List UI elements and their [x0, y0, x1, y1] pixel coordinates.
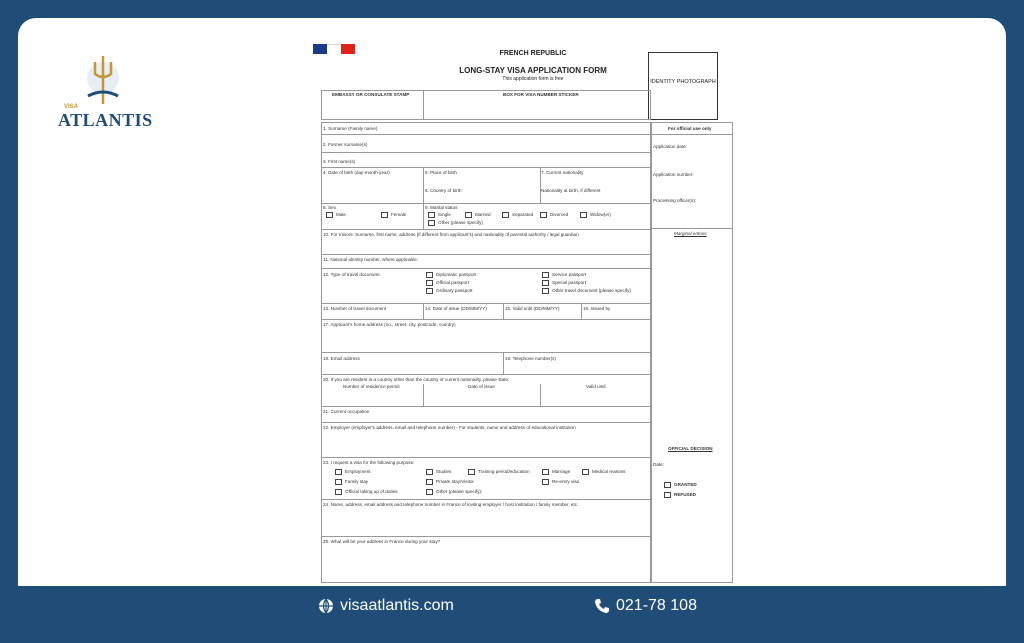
purpose-other-text: Other (please specify): [436, 489, 483, 495]
form-republic: FRENCH REPUBLIC [499, 50, 567, 57]
field-doc-number: 13. Number of travel document [323, 306, 387, 311]
field-surname: 1. Surname (Family name) [323, 126, 378, 131]
document-area [18, 18, 1006, 586]
officer-label: Processing officer(s): [653, 198, 697, 203]
diplomatic-text: Diplomatic passport [436, 272, 477, 278]
identity-photo-box [648, 52, 718, 120]
field-former-surname: 2. Former surname(s) [323, 142, 368, 147]
field-place-of-birth: 5. Place of birth [425, 170, 457, 175]
trident-icon [58, 52, 148, 112]
private-stay-text: Private stay/Visitor [436, 479, 474, 485]
marginal-entries-label: Marginal entries [674, 231, 707, 236]
widow-text: Widow(er) [590, 212, 611, 218]
separated-checkbox[interactable] [502, 212, 509, 218]
reentry-checkbox[interactable] [542, 479, 549, 485]
female-checkbox[interactable] [381, 212, 388, 218]
photo-label: IDENTITY PHOTOGRAPH [650, 79, 716, 85]
website-link[interactable] [318, 597, 454, 615]
granted-text: GRANTED [674, 482, 697, 488]
official-duties-option[interactable] [335, 489, 398, 495]
field-issued-by: 16. Issued by [583, 306, 611, 311]
residence-permit-label: Number of residence permit [343, 384, 400, 389]
field-nationality-at-birth: Nationality at birth, if different [541, 188, 601, 193]
employment-text: Employment [345, 469, 371, 475]
special-checkbox[interactable] [542, 280, 549, 286]
official-passport-option[interactable] [426, 280, 469, 286]
training-checkbox[interactable] [468, 469, 475, 475]
private-stay-option[interactable] [426, 479, 474, 485]
field-home-address: 17. Applicant's home address (no., street, city, postcode, country) [323, 322, 456, 327]
separated-text: Separated [512, 212, 534, 218]
globe-icon [318, 598, 334, 614]
service-option[interactable] [542, 272, 586, 278]
granted-checkbox[interactable] [664, 482, 671, 488]
sex-male-option[interactable] [326, 212, 346, 218]
separated-option[interactable] [502, 212, 533, 218]
male-checkbox[interactable] [326, 212, 333, 218]
phone-text: 021-78 108 [616, 597, 697, 614]
granted-option[interactable] [664, 482, 697, 488]
training-text: Training period/education [478, 469, 530, 475]
official-passport-text: Official passport [436, 280, 469, 286]
field-telephone: 19. Telephone number(s) [505, 356, 556, 361]
refused-text: REFUSED [674, 492, 696, 498]
logo-small-text: VISA [64, 104, 79, 110]
official-use-column [651, 122, 733, 583]
field-employer: 22. Employer (employer's address, email and telephone number) - For students, name and address of educational institution [323, 425, 576, 430]
female-text: Female [391, 212, 407, 218]
family-stay-option[interactable] [335, 479, 368, 485]
logo-brand-text: ATLANTIS [58, 110, 153, 130]
diplomatic-checkbox[interactable] [426, 272, 433, 278]
visa-application-form [308, 42, 758, 586]
ordinary-option[interactable] [426, 288, 473, 294]
diplomatic-option[interactable] [426, 272, 476, 278]
reentry-option[interactable] [542, 479, 579, 485]
field-residence: 20. If you are resident in a country other than the country of current nationality, please state: [323, 377, 510, 382]
website-text: visaatlantis.com [340, 597, 454, 614]
field-inviting-contact: 24. Name, address, email address and telephone number in France of inviting employer / host institution / family member, etc. [323, 502, 579, 507]
field-national-id: 11. National identity number, where applicable: [323, 257, 418, 262]
phone-icon [594, 598, 610, 614]
official-passport-checkbox[interactable] [426, 280, 433, 286]
official-duties-checkbox[interactable] [335, 489, 342, 495]
ordinary-checkbox[interactable] [426, 288, 433, 294]
family-stay-text: Family stay [345, 479, 369, 485]
reentry-text: Re-entry visa [552, 479, 580, 485]
field-sex: 8. Sex [323, 205, 337, 210]
family-stay-checkbox[interactable] [335, 479, 342, 485]
studies-text: Studies [436, 469, 452, 475]
medical-option[interactable] [582, 469, 625, 475]
married-option[interactable] [465, 212, 491, 218]
single-option[interactable] [428, 212, 451, 218]
studies-checkbox[interactable] [426, 469, 433, 475]
field-date-issue: 14. Date of issue (DD/MM/YY) [425, 306, 487, 311]
marital-other-option[interactable] [428, 220, 483, 226]
decision-date-label: Date: [653, 462, 664, 467]
other-td-text: Other travel document (please specify) [552, 288, 631, 294]
service-text: Service passport [552, 272, 587, 278]
field-nationality: 7. Current nationality [541, 170, 584, 175]
official-duties-text: Official taking up of duties [345, 489, 398, 495]
other-td-checkbox[interactable] [542, 288, 549, 294]
field-minors: 10. For minors: Surname, first name, address (if different from applicant's) and nationality of parental authority / legal guardian [323, 232, 579, 237]
special-option[interactable] [542, 280, 586, 286]
stamp-label: EMBASSY OR CONSULATE STAMP [332, 92, 410, 97]
field-occupation: 21. Current occupation [323, 409, 370, 414]
employment-checkbox[interactable] [335, 469, 342, 475]
residence-valid-until-label: Valid until [586, 384, 606, 389]
employment-option[interactable] [335, 469, 371, 475]
visa-atlantis-logo [58, 52, 153, 142]
field-purpose: 23. I request a visa for the following purpose: [323, 460, 415, 465]
field-first-names: 3. First name(s) [323, 159, 356, 164]
field-valid-until: 15. Valid until (DD/MM/YY) [505, 306, 560, 311]
form-subtitle: This application form is free [502, 76, 564, 82]
divorced-checkbox[interactable] [540, 212, 547, 218]
private-stay-checkbox[interactable] [426, 479, 433, 485]
other-td-option[interactable] [542, 288, 631, 294]
field-address-france: 25. What will be your address in France during your stay? [323, 539, 441, 544]
official-use-label: For official use only [668, 126, 712, 131]
field-travel-doc-type: 12. Type of travel document [323, 272, 380, 277]
medical-checkbox[interactable] [582, 469, 589, 475]
phone-link[interactable] [594, 597, 697, 615]
ordinary-text: Ordinary passport [436, 288, 473, 294]
single-checkbox[interactable] [428, 212, 435, 218]
marriage-option[interactable] [542, 469, 570, 475]
application-number-label: Application number: [653, 172, 694, 177]
married-checkbox[interactable] [465, 212, 472, 218]
male-text: Male [336, 212, 346, 218]
married-text: Married [475, 212, 491, 218]
marital-other-text: Other (please specify) [438, 220, 483, 226]
divorced-text: Divorced [550, 212, 569, 218]
official-decision-label: OFFICIAL DECISION [668, 446, 713, 451]
residence-date-issue-label: Date of issue [468, 384, 495, 389]
widow-option[interactable] [580, 212, 611, 218]
footer-bar [14, 586, 1010, 630]
service-checkbox[interactable] [542, 272, 549, 278]
purpose-other-checkbox[interactable] [426, 489, 433, 495]
refused-option[interactable] [664, 492, 696, 498]
marital-other-checkbox[interactable] [428, 220, 435, 226]
divorced-option[interactable] [540, 212, 568, 218]
special-text: Special passport [552, 280, 586, 286]
single-text: Single [438, 212, 451, 218]
field-marital-status: 9. Marital status [425, 205, 458, 210]
application-date-label: Application date: [653, 144, 687, 149]
sex-female-option[interactable] [381, 212, 406, 218]
field-email: 18. Email address [323, 356, 360, 361]
training-option[interactable] [468, 469, 530, 475]
studies-option[interactable] [426, 469, 451, 475]
form-title: LONG-STAY VISA APPLICATION FORM [459, 66, 607, 75]
refused-checkbox[interactable] [664, 492, 671, 498]
sticker-label: BOX FOR VISA NUMBER STICKER [503, 92, 579, 97]
widow-checkbox[interactable] [580, 212, 587, 218]
field-date-of-birth: 4. Date of birth (day-month-year) [323, 170, 390, 175]
purpose-other-option[interactable] [426, 489, 482, 495]
field-country-of-birth: 6. Country of birth [425, 188, 462, 193]
marriage-text: Marriage [552, 469, 571, 475]
frame [14, 14, 1010, 630]
marriage-checkbox[interactable] [542, 469, 549, 475]
medical-text: Medical reasons [592, 469, 626, 475]
